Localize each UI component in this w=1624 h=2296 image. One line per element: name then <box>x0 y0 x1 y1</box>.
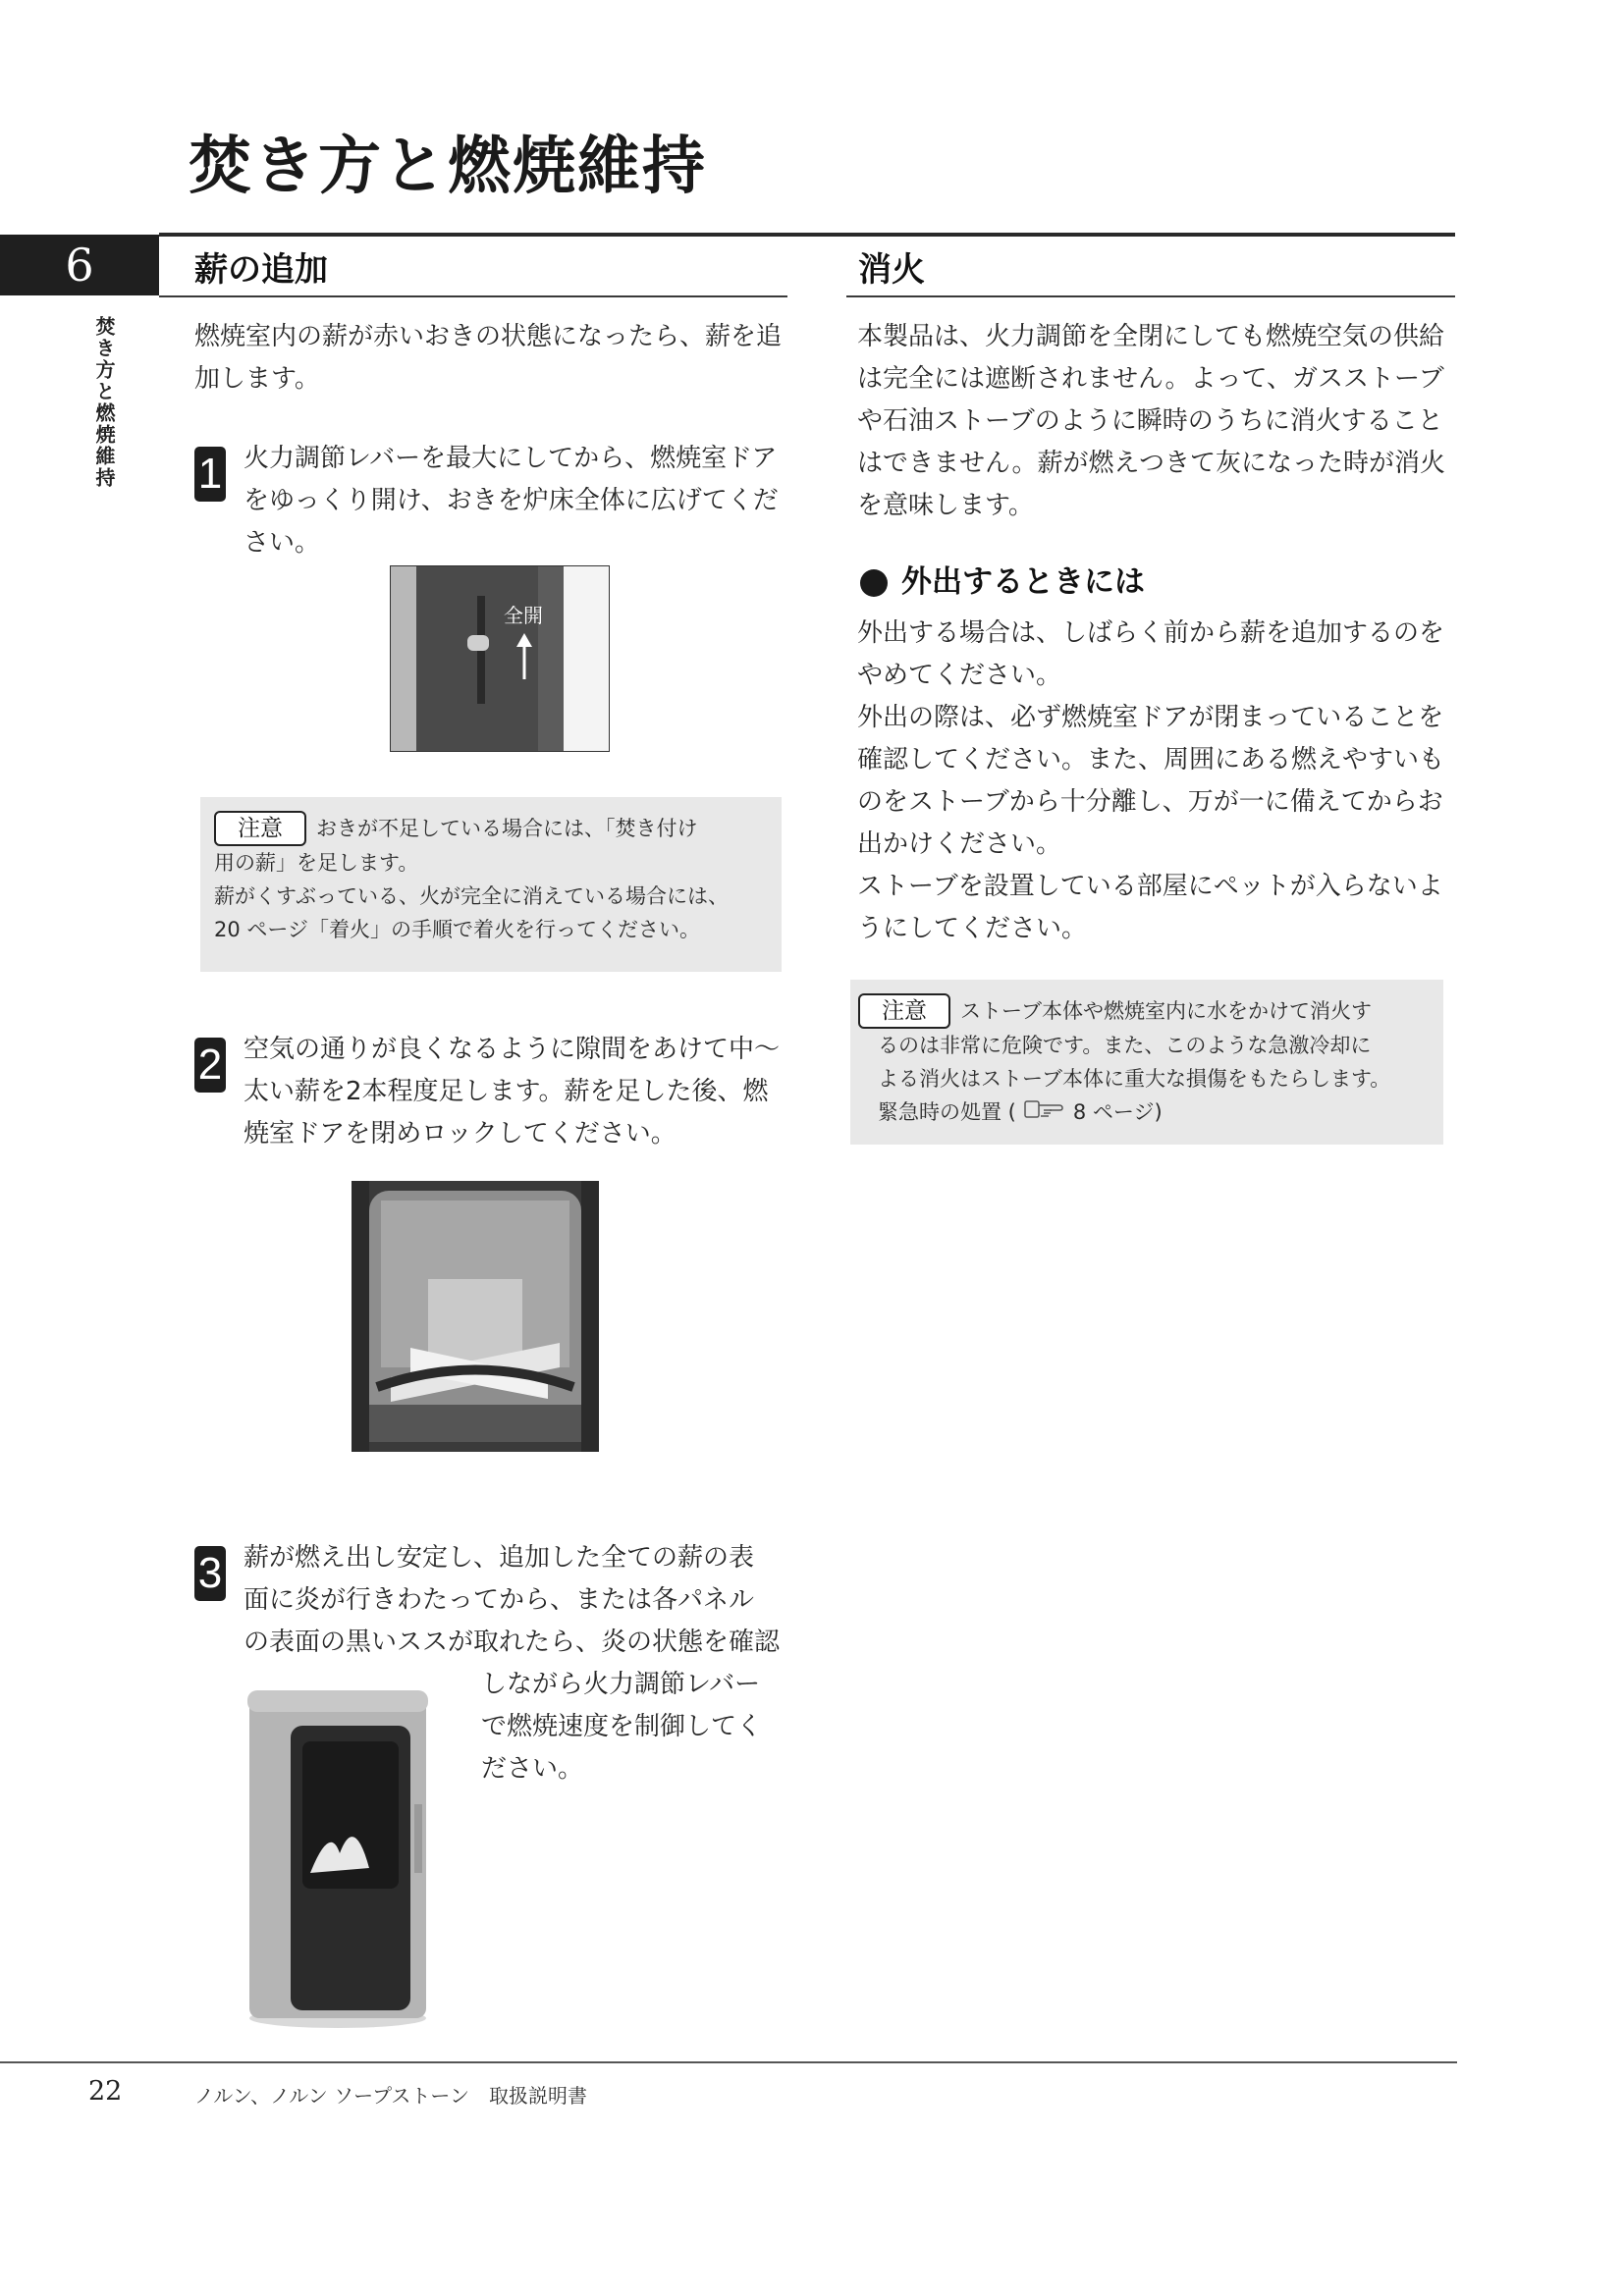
footer-rule <box>0 2061 1457 2063</box>
firebox-photo <box>352 1181 599 1452</box>
step-2-text: 空気の通りが良くなるように隙間をあけて中〜 太い薪を2本程度足します。薪を足した後、燃 焼室ドアを閉めロックしてください。 <box>244 1035 781 1148</box>
step-3-text-bottom: しながら火力調節レバー で燃焼速度を制御してく ださい。 <box>481 1670 763 1784</box>
page-title: 焚き方と燃焼維持 <box>189 130 707 203</box>
note-box-right: 注意 ストーブ本体や燃焼室内に水をかけて消火す るのは非常に危険です。また、このような急激冷却に よる消火はストーブ本体に重大な損傷をもたらします。 緊急時の処置 ( 8 ページ) <box>850 980 1443 1145</box>
step-3-text-top: 薪が燃え出し安定し、追加した全ての薪の表 面に炎が行きわたってから、または各パネル の表面の黒いススが取れたら、炎の状態を確認 <box>244 1543 781 1657</box>
footer-page-number: 22 <box>88 2076 123 2107</box>
step-2-number: 2 <box>194 1038 226 1093</box>
lever-full-open-label: 全開 <box>504 604 543 627</box>
side-chapter-label: 焚き方と燃焼維持 <box>92 316 116 489</box>
step-1-number: 1 <box>194 447 226 502</box>
going-out-text: 外出する場合は、しばらく前から薪を追加するのを やめてください。 外出の際は、必ず燃焼室ドアが閉まっていることを 確認してください。また、周囲にある燃えやすいも のをストーブから十分離し、万が一に備えてからお 出かけください。 ストーブを設置している部屋にペットが入らないよ うにしてください。 <box>857 618 1445 943</box>
section-title-add-firewood: 薪の追加 <box>194 250 328 290</box>
top-rule <box>159 233 1455 237</box>
footer-manual-title: ノルン、ノルン ソープストーン 取扱説明書 <box>194 2084 587 2108</box>
bullet-icon <box>860 569 888 597</box>
going-out-subheading: 外出するときには <box>860 567 1145 598</box>
section-rule-left <box>159 295 787 297</box>
extinguish-intro: 本製品は、火力調節を全閉にしても燃焼空気の供給 は完全には遮断されません。よって、ガスストーブ や石油ストーブのように瞬時のうちに消火すること はできません。薪が燃えつきて灰になった時が消火 を意味します。 <box>857 322 1446 520</box>
note-box-left: 注意 おきが不足している場合には、「焚き付け 用の薪」を足します。 薪がくすぶっている、火が完全に消えている場合には、 20 ページ「着火」の手順で着火を行ってください。 <box>200 797 782 972</box>
section-title-extinguish: 消火 <box>858 250 925 290</box>
pointing-hand-icon <box>1024 1095 1063 1129</box>
stove-photo <box>242 1686 434 2036</box>
lever-photo <box>390 565 610 752</box>
note-badge: 注意 <box>858 993 950 1029</box>
step-3-number: 3 <box>194 1546 226 1601</box>
step-1-text: 火力調節レバーを最大にしてから、燃焼室ドア をゆっくり開け、おきを炉床全体に広げてくだ さい。 <box>244 444 779 558</box>
add-firewood-intro: 燃焼室内の薪が赤いおきの状態になったら、薪を追 加します。 <box>194 322 783 394</box>
chapter-number-tab: 6 <box>0 235 159 295</box>
section-rule-right <box>846 295 1455 297</box>
note-badge: 注意 <box>214 811 306 846</box>
